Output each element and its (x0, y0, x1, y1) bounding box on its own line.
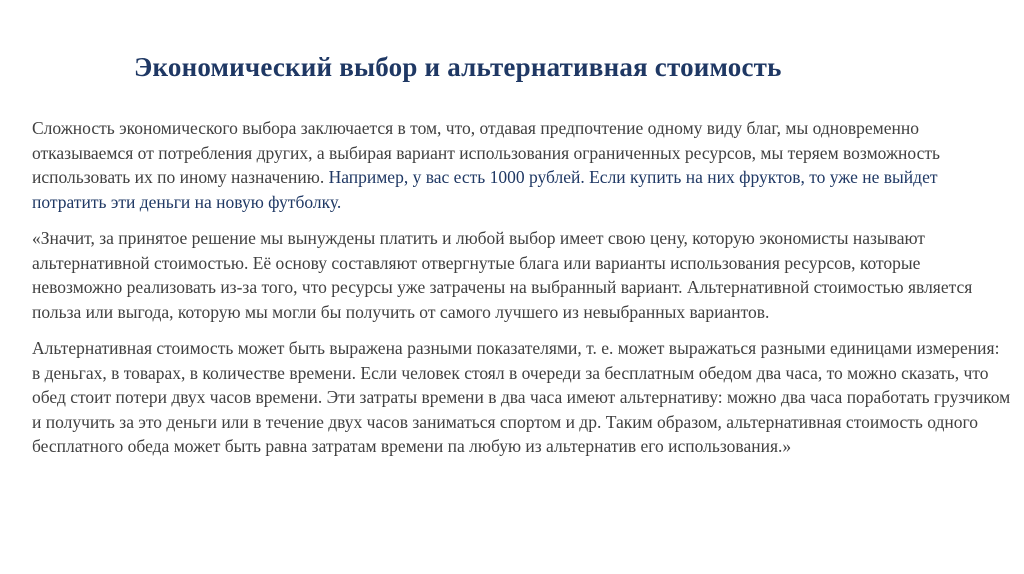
slide-title: Экономический выбор и альтернативная стоимость (134, 52, 782, 82)
paragraph-quote (32, 226, 1012, 324)
paragraph-measures-text: Альтернативная стоимость может быть выражена разными показателями, т. е. может выражаться разными единицами измерения: в деньгах, в товарах, в количестве времени. Если человек стоял в очереди за бесплатным обедом два часа, то можно сказать, что обед стоит потери двух часов времени. Эти затраты времени в два часа имеют альтернативу: можно два часа поработать грузчиком и получить за это деньги или в течение двух часов заниматься спортом и др. Таким образом, альтернативная стоимость одного бесплатного обеда может быть равна затратам времени па любую из альтернатив его использования.» (32, 338, 1011, 456)
paragraph-intro-text: Сложность экономического выбора заключается в том, что, отдавая предпочтение одному виду благ, мы одновременно отказываемся от потребления других, а выбирая вариант использования ограниченных ресурсов, мы теряем возможность использовать их по иному назначению. (32, 118, 941, 187)
slide-body (32, 116, 1012, 471)
example-text: Например, у вас есть 1000 рублей. Если купить на них фруктов, то уже не выйдет потратить эти деньги на новую футболку. (32, 167, 938, 212)
paragraph-intro (32, 116, 1012, 214)
paragraph-measures (32, 336, 1012, 459)
paragraph-quote-text: «Значит, за принятое решение мы вынуждены платить и любой выбор имеет свою цену, которую экономисты называют альтернативной стоимостью. Её основу составляют отвергнутые блага или варианты использования ресурсов, которые невозможно реализовать из-за того, что ресурсы уже затрачены на выбранный вариант. Альтернативной стоимостью является польза или выгода, которую мы могли бы получить от самого лучшего из невыбранных вариантов. (32, 228, 973, 322)
